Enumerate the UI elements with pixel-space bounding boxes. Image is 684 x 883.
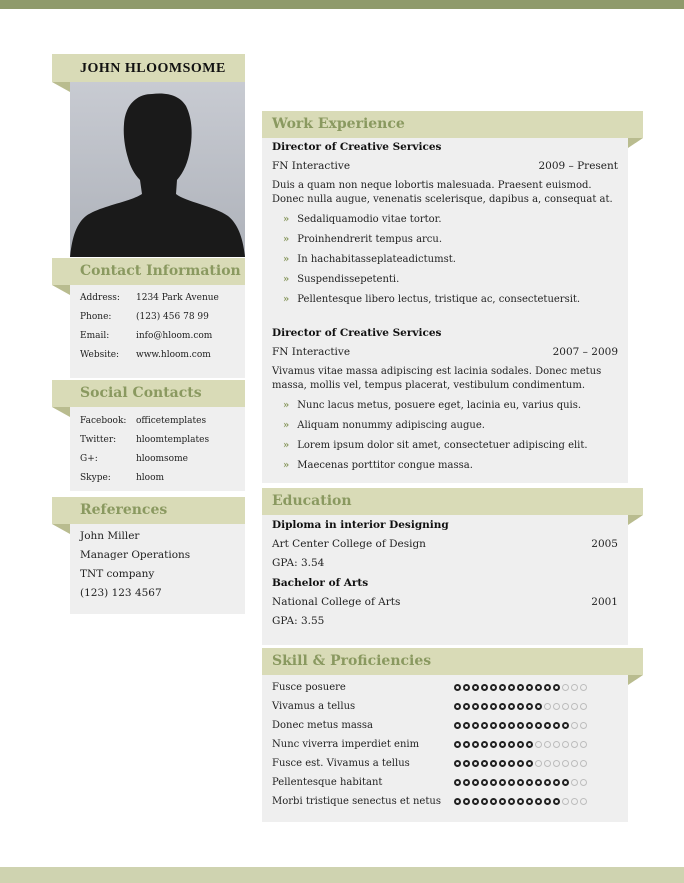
rating-dot-filled-icon bbox=[526, 722, 533, 729]
rating-dot-filled-icon bbox=[472, 741, 479, 748]
job-bullet: » Suspendissepetenti. bbox=[283, 274, 400, 285]
value: hloomsome bbox=[136, 454, 188, 464]
rating-dot-empty-icon bbox=[562, 798, 569, 805]
rating-dot-empty-icon bbox=[571, 722, 578, 729]
rating-dot-filled-icon bbox=[526, 760, 533, 767]
desc-line: Vivamus vitae massa adipiscing est lacinia sodales. Donec metus bbox=[272, 366, 602, 377]
job-bullet: » Lorem ipsum dolor sit amet, consectetuer adipiscing elit. bbox=[283, 440, 588, 451]
rating-dot-empty-icon bbox=[580, 741, 587, 748]
rating-dot-empty-icon bbox=[562, 760, 569, 767]
job-bullet: » Sedaliquamodio vitae tortor. bbox=[283, 214, 442, 225]
job-company: FN Interactive bbox=[272, 346, 351, 358]
rating-dot-empty-icon bbox=[580, 798, 587, 805]
rating-dot-filled-icon bbox=[553, 722, 560, 729]
rating-dot-empty-icon bbox=[562, 684, 569, 691]
bottom-accent-bar bbox=[0, 867, 684, 883]
rating-dot-filled-icon bbox=[544, 684, 551, 691]
rating-dot-filled-icon bbox=[526, 741, 533, 748]
rating-dot-empty-icon bbox=[562, 703, 569, 710]
rating-dot-filled-icon bbox=[508, 722, 515, 729]
job-bullet: » Maecenas porttitor congue massa. bbox=[283, 460, 473, 471]
rating-dot-empty-icon bbox=[553, 741, 560, 748]
social-heading: Social Contacts bbox=[80, 385, 202, 401]
rating-dot-filled-icon bbox=[481, 779, 488, 786]
rating-dot-filled-icon bbox=[472, 722, 479, 729]
rating-dot-filled-icon bbox=[508, 741, 515, 748]
reference-line: TNT company bbox=[80, 568, 155, 580]
rating-dot-filled-icon bbox=[463, 760, 470, 767]
rating-dot-filled-icon bbox=[508, 779, 515, 786]
skill-rating bbox=[454, 684, 587, 691]
value: hloomtemplates bbox=[136, 435, 210, 445]
rating-dot-filled-icon bbox=[454, 760, 461, 767]
rating-dot-filled-icon bbox=[562, 779, 569, 786]
education-heading: Education bbox=[272, 493, 352, 509]
rating-dot-filled-icon bbox=[490, 779, 497, 786]
banner-fold bbox=[52, 524, 70, 534]
rating-dot-filled-icon bbox=[544, 722, 551, 729]
degree-title: Diploma in interior Designing bbox=[272, 519, 449, 531]
desc-line: massa, mollis vel, tempus placerat, vestibulum condimentum. bbox=[272, 380, 586, 391]
desc-line: Donec nulla augue, venenatis scelerisque, dapibus a, consequat at. bbox=[272, 194, 613, 205]
bullet-arrow-icon: » bbox=[283, 294, 290, 305]
rating-dot-filled-icon bbox=[490, 760, 497, 767]
rating-dot-filled-icon bbox=[517, 703, 524, 710]
rating-dot-filled-icon bbox=[517, 741, 524, 748]
work-heading: Work Experience bbox=[272, 116, 405, 132]
rating-dot-filled-icon bbox=[499, 703, 506, 710]
job-bullet: » Aliquam nonummy adipiscing augue. bbox=[283, 420, 485, 431]
skill-name: Donec metus massa bbox=[272, 720, 374, 731]
rating-dot-filled-icon bbox=[454, 703, 461, 710]
value: 1234 Park Avenue bbox=[136, 293, 219, 303]
desc-line: Duis a quam non neque lobortis malesuada. Praesent euismod. bbox=[272, 180, 592, 191]
rating-dot-empty-icon bbox=[544, 760, 551, 767]
rating-dot-filled-icon bbox=[508, 703, 515, 710]
skill-name: Fusce posuere bbox=[272, 682, 346, 693]
label: Skype: bbox=[80, 473, 111, 483]
bullet-arrow-icon: » bbox=[283, 440, 290, 451]
job-description bbox=[272, 365, 622, 393]
skill-rating bbox=[454, 703, 587, 710]
rating-dot-empty-icon bbox=[535, 760, 542, 767]
rating-dot-filled-icon bbox=[535, 703, 542, 710]
rating-dot-filled-icon bbox=[499, 722, 506, 729]
skill-name: Morbi tristique senectus et netus bbox=[272, 796, 441, 807]
rating-dot-filled-icon bbox=[499, 684, 506, 691]
rating-dot-filled-icon bbox=[553, 684, 560, 691]
rating-dot-filled-icon bbox=[481, 684, 488, 691]
graduation-year: 2005 bbox=[591, 538, 618, 550]
banner-fold bbox=[628, 675, 643, 685]
label: Phone: bbox=[80, 312, 112, 322]
rating-dot-filled-icon bbox=[490, 722, 497, 729]
skill-name: Vivamus a tellus bbox=[272, 701, 356, 712]
skill-row bbox=[272, 796, 622, 812]
label: Address: bbox=[80, 293, 120, 303]
rating-dot-filled-icon bbox=[463, 722, 470, 729]
rating-dot-filled-icon bbox=[535, 684, 542, 691]
rating-dot-filled-icon bbox=[499, 741, 506, 748]
references-heading: References bbox=[80, 502, 168, 518]
contact-heading-banner bbox=[52, 258, 245, 285]
rating-dot-filled-icon bbox=[481, 703, 488, 710]
job-bullet: » Nunc lacus metus, posuere eget, lacinia eu, varius quis. bbox=[283, 400, 582, 411]
education-school-row bbox=[272, 538, 618, 550]
skill-rating bbox=[454, 722, 587, 729]
reference-line: John Miller bbox=[80, 530, 140, 542]
rating-dot-empty-icon bbox=[571, 684, 578, 691]
rating-dot-filled-icon bbox=[481, 741, 488, 748]
job-company: FN Interactive bbox=[272, 160, 351, 172]
rating-dot-empty-icon bbox=[571, 703, 578, 710]
rating-dot-filled-icon bbox=[562, 722, 569, 729]
job-title: Director of Creative Services bbox=[272, 141, 442, 153]
rating-dot-filled-icon bbox=[454, 722, 461, 729]
bullet-arrow-icon: » bbox=[283, 400, 290, 411]
bullet-arrow-icon: » bbox=[283, 234, 290, 245]
value: officetemplates bbox=[136, 416, 207, 426]
bullet-arrow-icon: » bbox=[283, 274, 290, 285]
name-banner bbox=[52, 54, 245, 82]
rating-dot-empty-icon bbox=[535, 741, 542, 748]
skill-row bbox=[272, 739, 622, 755]
label: G+: bbox=[80, 454, 98, 464]
rating-dot-empty-icon bbox=[571, 741, 578, 748]
banner-fold bbox=[52, 285, 70, 295]
rating-dot-filled-icon bbox=[490, 703, 497, 710]
banner-fold bbox=[628, 138, 643, 148]
gpa: GPA: 3.54 bbox=[272, 557, 325, 569]
rating-dot-filled-icon bbox=[481, 760, 488, 767]
graduation-year: 2001 bbox=[591, 596, 618, 608]
candidate-name: JOHN HLOOMSOME bbox=[80, 61, 226, 76]
rating-dot-empty-icon bbox=[571, 779, 578, 786]
rating-dot-filled-icon bbox=[481, 722, 488, 729]
rating-dot-filled-icon bbox=[463, 798, 470, 805]
skill-rating bbox=[454, 760, 587, 767]
bullet-arrow-icon: » bbox=[283, 214, 290, 225]
rating-dot-filled-icon bbox=[535, 798, 542, 805]
value: (123) 456 78 99 bbox=[136, 312, 209, 322]
rating-dot-filled-icon bbox=[508, 760, 515, 767]
skill-name: Pellentesque habitant bbox=[272, 777, 383, 788]
label: Website: bbox=[80, 350, 120, 360]
rating-dot-empty-icon bbox=[571, 760, 578, 767]
rating-dot-filled-icon bbox=[553, 779, 560, 786]
value: info@hloom.com bbox=[136, 331, 213, 341]
rating-dot-empty-icon bbox=[553, 760, 560, 767]
school-name: National College of Arts bbox=[272, 596, 401, 608]
rating-dot-filled-icon bbox=[499, 779, 506, 786]
rating-dot-filled-icon bbox=[490, 798, 497, 805]
skills-heading: Skill & Proficiencies bbox=[272, 653, 432, 669]
rating-dot-filled-icon bbox=[472, 798, 479, 805]
skill-row bbox=[272, 777, 622, 793]
rating-dot-filled-icon bbox=[553, 798, 560, 805]
label: Facebook: bbox=[80, 416, 127, 426]
contact-heading: Contact Information bbox=[80, 263, 241, 279]
rating-dot-filled-icon bbox=[472, 779, 479, 786]
value: hloom bbox=[136, 473, 165, 483]
reference-line: Manager Operations bbox=[80, 549, 191, 561]
skill-row bbox=[272, 758, 622, 774]
rating-dot-filled-icon bbox=[463, 779, 470, 786]
skill-row bbox=[272, 720, 622, 736]
skill-rating bbox=[454, 798, 587, 805]
rating-dot-empty-icon bbox=[571, 798, 578, 805]
rating-dot-filled-icon bbox=[526, 684, 533, 691]
rating-dot-filled-icon bbox=[499, 798, 506, 805]
rating-dot-empty-icon bbox=[580, 779, 587, 786]
rating-dot-empty-icon bbox=[562, 741, 569, 748]
rating-dot-filled-icon bbox=[517, 722, 524, 729]
degree-title: Bachelor of Arts bbox=[272, 577, 369, 589]
job-description bbox=[272, 179, 622, 207]
rating-dot-filled-icon bbox=[517, 760, 524, 767]
top-accent-bar bbox=[0, 0, 684, 9]
education-school-row bbox=[272, 596, 618, 608]
rating-dot-filled-icon bbox=[463, 703, 470, 710]
rating-dot-filled-icon bbox=[454, 741, 461, 748]
rating-dot-filled-icon bbox=[508, 798, 515, 805]
skill-name: Nunc viverra imperdiet enim bbox=[272, 739, 420, 750]
rating-dot-empty-icon bbox=[580, 722, 587, 729]
rating-dot-filled-icon bbox=[463, 741, 470, 748]
value: www.hloom.com bbox=[136, 350, 211, 360]
rating-dot-filled-icon bbox=[472, 760, 479, 767]
rating-dot-filled-icon bbox=[517, 779, 524, 786]
profile-photo-placeholder bbox=[70, 82, 245, 257]
rating-dot-filled-icon bbox=[526, 779, 533, 786]
rating-dot-filled-icon bbox=[517, 798, 524, 805]
label: Email: bbox=[80, 331, 110, 341]
rating-dot-filled-icon bbox=[535, 779, 542, 786]
banner-fold bbox=[52, 82, 70, 92]
banner-fold bbox=[628, 515, 643, 525]
skill-rating bbox=[454, 741, 587, 748]
rating-dot-empty-icon bbox=[580, 703, 587, 710]
rating-dot-filled-icon bbox=[499, 760, 506, 767]
skill-row bbox=[272, 701, 622, 717]
job-bullet: » Proinhendrerit tempus arcu. bbox=[283, 234, 443, 245]
bullet-arrow-icon: » bbox=[283, 420, 290, 431]
skill-row bbox=[272, 682, 622, 698]
rating-dot-empty-icon bbox=[553, 703, 560, 710]
rating-dot-empty-icon bbox=[544, 703, 551, 710]
job-company-row bbox=[272, 160, 618, 172]
rating-dot-filled-icon bbox=[454, 684, 461, 691]
job-bullet: » Pellentesque libero lectus, tristique ac, consectetuersit. bbox=[283, 294, 581, 305]
job-title: Director of Creative Services bbox=[272, 327, 442, 339]
social-heading-banner bbox=[52, 380, 245, 407]
rating-dot-empty-icon bbox=[544, 741, 551, 748]
job-dates: 2007 – 2009 bbox=[552, 346, 618, 358]
rating-dot-filled-icon bbox=[454, 798, 461, 805]
skill-rating bbox=[454, 779, 587, 786]
label: Twitter: bbox=[80, 435, 117, 445]
job-bullet: » In hachabitasseplateadictumst. bbox=[283, 254, 456, 265]
school-name: Art Center College of Design bbox=[272, 538, 426, 550]
job-company-row bbox=[272, 346, 618, 358]
education-heading-banner bbox=[262, 488, 643, 515]
banner-fold bbox=[52, 407, 70, 417]
rating-dot-filled-icon bbox=[490, 684, 497, 691]
rating-dot-filled-icon bbox=[472, 703, 479, 710]
gpa: GPA: 3.55 bbox=[272, 615, 325, 627]
rating-dot-filled-icon bbox=[463, 684, 470, 691]
rating-dot-empty-icon bbox=[580, 760, 587, 767]
references-heading-banner bbox=[52, 497, 245, 524]
rating-dot-filled-icon bbox=[526, 703, 533, 710]
rating-dot-filled-icon bbox=[535, 722, 542, 729]
reference-line: (123) 123 4567 bbox=[80, 587, 162, 599]
rating-dot-filled-icon bbox=[490, 741, 497, 748]
job-dates: 2009 – Present bbox=[538, 160, 618, 172]
rating-dot-empty-icon bbox=[580, 684, 587, 691]
skills-heading-banner bbox=[262, 648, 643, 675]
rating-dot-filled-icon bbox=[526, 798, 533, 805]
skill-name: Fusce est. Vivamus a tellus bbox=[272, 758, 410, 769]
bullet-arrow-icon: » bbox=[283, 254, 290, 265]
person-silhouette-icon bbox=[70, 82, 245, 257]
rating-dot-filled-icon bbox=[454, 779, 461, 786]
rating-dot-filled-icon bbox=[481, 798, 488, 805]
rating-dot-filled-icon bbox=[472, 684, 479, 691]
rating-dot-filled-icon bbox=[544, 779, 551, 786]
bullet-arrow-icon: » bbox=[283, 460, 290, 471]
work-heading-banner bbox=[262, 111, 643, 138]
rating-dot-filled-icon bbox=[517, 684, 524, 691]
rating-dot-filled-icon bbox=[544, 798, 551, 805]
rating-dot-filled-icon bbox=[508, 684, 515, 691]
